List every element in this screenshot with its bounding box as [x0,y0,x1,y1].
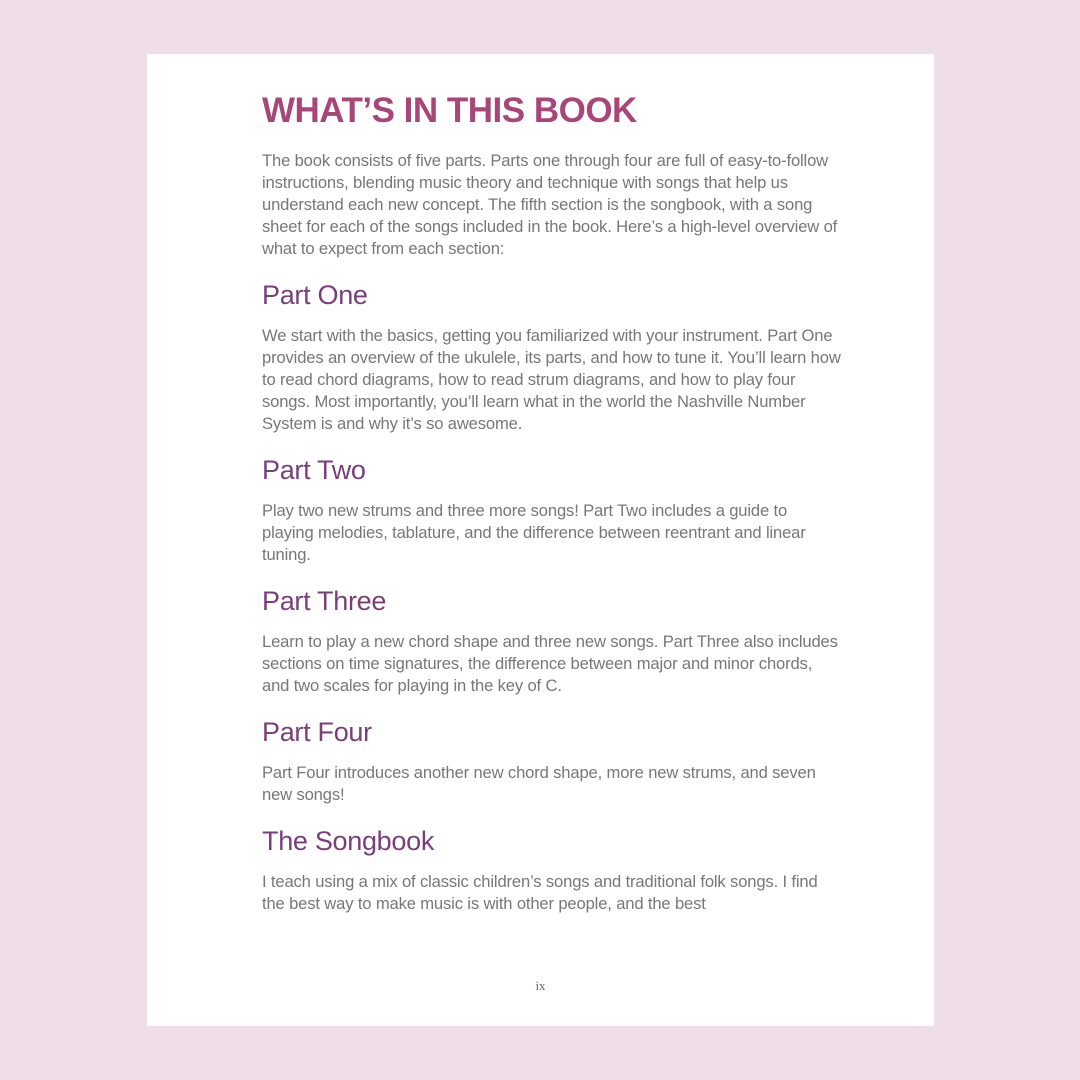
section-heading: Part Two [262,455,366,485]
page-content [262,90,842,915]
section-body: Play two new strums and three more songs! Part Two includes a guide to playing melodies, tablature, and the difference between reentrant and linear tuning. [262,501,806,564]
section-heading: The Songbook [262,826,435,856]
page-title: WHAT’S IN THIS BOOK [262,91,637,130]
section-body: I teach using a mix of classic children’s songs and traditional folk songs. I find the best way to make music is with other people, and the best [262,872,818,913]
page-number: ix [535,978,546,993]
section-body: Learn to play a new chord shape and three new songs. Part Three also includes sections on time signatures, the difference between major and minor chords, and two scales for playing in the key of C. [262,632,838,695]
book-page [147,54,934,1026]
section-body: We start with the basics, getting you familiarized with your instrument. Part One provides an overview of the ukulele, its parts, and how to tune it. You’ll learn how to read chord diagrams, how to read strum diagrams, and how to play four songs. Most importantly, you’ll learn what in the world the Nashville Number System is and why it’s so awesome. [262,326,841,433]
section-heading: Part One [262,280,368,310]
intro-paragraph: The book consists of five parts. Parts one through four are full of easy-to-follow instructions, blending music theory and technique with songs that help us understand each new concept. The fifth section is the songbook, with a song sheet for each of the songs included in the book. Here’s a high-level overview of what to expect from each section: [262,151,838,258]
section-part-four [262,716,842,806]
section-heading: Part Four [262,717,372,747]
section-part-three [262,585,842,697]
section-body: Part Four introduces another new chord shape, more new strums, and seven new songs! [262,763,816,804]
section-heading: Part Three [262,586,387,616]
section-songbook [262,825,842,915]
section-part-one [262,279,842,435]
section-part-two [262,454,842,566]
